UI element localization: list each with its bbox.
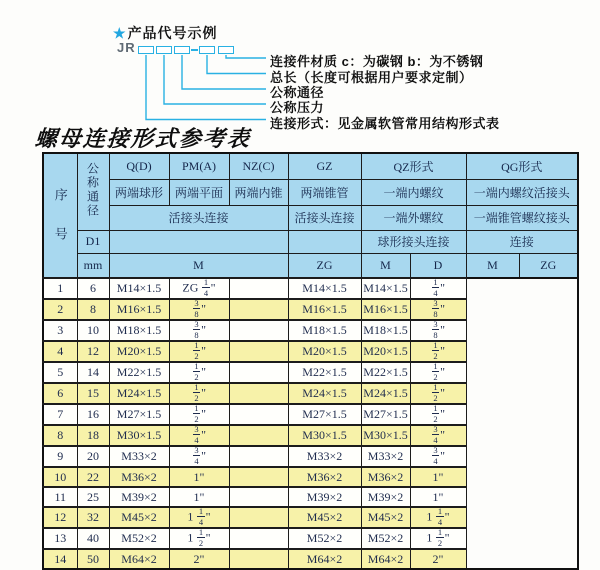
cell-qg_m: M24×1.5 [361, 383, 410, 404]
cell-qg_m: M36×2 [361, 467, 410, 487]
header-zg: ZG [288, 253, 361, 278]
cell-m: M24×1.5 [109, 383, 169, 404]
cell-qz_d: M14×1.5 [288, 278, 361, 299]
cell-qz_m [229, 425, 288, 446]
reference-table [42, 152, 579, 570]
header-gz: GZ [288, 153, 361, 179]
table-row [43, 487, 578, 507]
cell-qz_m [229, 383, 288, 404]
cell-no: 12 [43, 507, 77, 528]
header-seq: 序号 [43, 153, 77, 278]
cell-qg_zg: $\frac{1}{2}$ " [410, 383, 466, 404]
cell-qz_d: M36×2 [288, 467, 361, 487]
cell-m: M18×1.5 [109, 320, 169, 341]
header-ball-connection: 球形接头连接 [361, 230, 466, 253]
header-empty-gz [288, 230, 361, 253]
cell-mm: 22 [77, 467, 109, 487]
cell-qz_m [229, 320, 288, 341]
cell-no: 7 [43, 404, 77, 425]
cell-no: 13 [43, 528, 77, 549]
cell-qz_m [229, 507, 288, 528]
table-row [43, 549, 578, 569]
table-row [43, 507, 578, 528]
cell-qg_zg: $\frac{3}{8}$ " [410, 299, 466, 320]
cell-no: 1 [43, 278, 77, 299]
table-row [43, 425, 578, 446]
cell-no: 4 [43, 341, 77, 362]
cell-mm: 16 [77, 404, 109, 425]
header-qz-desc2: 一端外螺纹 [361, 205, 466, 230]
cell-qz_d: M52×2 [288, 528, 361, 549]
cell-no: 8 [43, 425, 77, 446]
cell-qz_d: M22×1.5 [288, 362, 361, 383]
cell-qz_m [229, 487, 288, 507]
cell-m: M27×1.5 [109, 404, 169, 425]
cell-qz_m [229, 362, 288, 383]
header-gz-desc: 两端锥管 [288, 179, 361, 205]
table-row [43, 362, 578, 383]
cell-qg_zg: 1 $\frac{1}{4}$ " [410, 507, 466, 528]
header-qg-desc2: 一端锥管螺纹接头 [466, 205, 578, 230]
header-qg-connection: 连接 [466, 230, 578, 253]
cell-qg_m: M22×1.5 [361, 362, 410, 383]
cell-qg_m: M64×2 [361, 549, 410, 569]
cell-qz_d: M20×1.5 [288, 341, 361, 362]
table-row [43, 278, 578, 299]
label-connection-form: 连接形式：见金属软管常用结构形式表 [270, 116, 500, 131]
cell-qz_d: M24×1.5 [288, 383, 361, 404]
table-row [43, 383, 578, 404]
label-nominal-pressure: 公称压力 [270, 100, 325, 115]
cell-no: 14 [43, 549, 77, 569]
cell-qg_zg: $\frac{1}{2}$ " [410, 362, 466, 383]
cell-no: 3 [43, 320, 77, 341]
cell-qg_zg: 1" [410, 467, 466, 487]
cell-qg_m: M39×2 [361, 487, 410, 507]
cell-no: 5 [43, 362, 77, 383]
cell-zg: 1 $\frac{1}{2}$ " [169, 528, 229, 549]
cell-qg_m: M27×1.5 [361, 404, 410, 425]
cell-mm: 18 [77, 425, 109, 446]
header-pm-desc: 两端平面 [169, 179, 229, 205]
table-row [43, 467, 578, 487]
cell-qz_d: M27×1.5 [288, 404, 361, 425]
cell-qg_zg: $\frac{3}{8}$ " [410, 320, 466, 341]
star-icon: ★ [113, 25, 127, 41]
cell-qz_m [229, 278, 288, 299]
cell-zg: 1" [169, 467, 229, 487]
code-prefix: JR [117, 40, 136, 55]
cell-zg: 1 $\frac{1}{4}$ " [169, 507, 229, 528]
cell-qz_m [229, 404, 288, 425]
cell-qg_m: M16×1.5 [361, 299, 410, 320]
header-qz: QZ形式 [361, 153, 466, 179]
table-row [43, 320, 578, 341]
table-row [43, 341, 578, 362]
header-qg: QG形式 [466, 153, 578, 179]
cell-zg: 2" [169, 549, 229, 569]
cell-zg: $\frac{3}{8}$ " [169, 320, 229, 341]
cell-m: M64×2 [109, 549, 169, 569]
cell-qg_m: M18×1.5 [361, 320, 410, 341]
cell-mm: 50 [77, 549, 109, 569]
cell-zg: $\frac{1}{2}$ " [169, 383, 229, 404]
cell-zg: ZG $\frac{1}{4}$ " [169, 278, 229, 299]
cell-qz_m [229, 549, 288, 569]
cell-zg: $\frac{1}{2}$ " [169, 404, 229, 425]
cell-qz_d: M33×2 [288, 446, 361, 467]
cell-qg_m: M52×2 [361, 528, 410, 549]
cell-mm: 20 [77, 446, 109, 467]
cell-m: M33×2 [109, 446, 169, 467]
header-qg-m: M [466, 253, 519, 278]
cell-zg: $\frac{3}{8}$ " [169, 299, 229, 320]
table-row [43, 404, 578, 425]
header-nz-desc: 两端内锥 [229, 179, 288, 205]
header-qz-d: D [410, 253, 466, 278]
cell-mm: 10 [77, 320, 109, 341]
header-q-desc: 两端球形 [109, 179, 169, 205]
cell-m: M20×1.5 [109, 341, 169, 362]
cell-no: 2 [43, 299, 77, 320]
cell-qz_m [229, 467, 288, 487]
header-qz-desc: 一端内螺纹 [361, 179, 466, 205]
cell-qg_m: M30×1.5 [361, 425, 410, 446]
cell-qz_m [229, 299, 288, 320]
cell-m: M52×2 [109, 528, 169, 549]
cell-zg: $\frac{3}{4}$ " [169, 446, 229, 467]
cell-mm: 15 [77, 383, 109, 404]
header-gz-connection: 活接头连接 [288, 205, 361, 230]
cell-zg: 1" [169, 487, 229, 507]
cell-qz_d: M18×1.5 [288, 320, 361, 341]
cell-qg_zg: 1 $\frac{1}{2}$ " [410, 528, 466, 549]
cell-qz_d: M30×1.5 [288, 425, 361, 446]
cell-no: 10 [43, 467, 77, 487]
cell-qg_m: M33×2 [361, 446, 410, 467]
cell-m: M14×1.5 [109, 278, 169, 299]
cell-qz_d: M64×2 [288, 549, 361, 569]
table-header [43, 153, 578, 278]
page-title: 螺母连接形式参考表 [33, 126, 252, 152]
cell-qg_zg: 2" [410, 549, 466, 569]
header-m: M [109, 253, 288, 278]
cell-qg_zg: $\frac{3}{4}$ " [410, 425, 466, 446]
header-empty-m [109, 230, 288, 253]
header-nz: NZ(C) [229, 153, 288, 179]
cell-m: M30×1.5 [109, 425, 169, 446]
table-body [43, 278, 578, 569]
cell-qg_zg: $\frac{3}{4}$ " [410, 446, 466, 467]
cell-qz_d: M16×1.5 [288, 299, 361, 320]
cell-qg_zg: $\frac{1}{2}$ " [410, 404, 466, 425]
cell-qg_zg: $\frac{1}{4}$ " [410, 278, 466, 299]
cell-mm: 40 [77, 528, 109, 549]
label-material: 连接件材质 c：为碳钢 b：为不锈钢 [270, 54, 484, 69]
cell-zg: $\frac{1}{2}$ " [169, 362, 229, 383]
cell-qz_m [229, 341, 288, 362]
label-total-length: 总长（长度可根据用户要求定制） [270, 70, 473, 85]
cell-mm: 8 [77, 299, 109, 320]
cell-qg_m: M20×1.5 [361, 341, 410, 362]
cell-no: 11 [43, 487, 77, 507]
cell-qz_d: M39×2 [288, 487, 361, 507]
cell-no: 9 [43, 446, 77, 467]
header-qg-zg: ZG [519, 253, 578, 278]
cell-zg: $\frac{1}{2}$ " [169, 341, 229, 362]
header-q: Q(D) [109, 153, 169, 179]
cell-m: M16×1.5 [109, 299, 169, 320]
cell-mm: 25 [77, 487, 109, 507]
cell-m: M45×2 [109, 507, 169, 528]
cell-qg_m: M14×1.5 [361, 278, 410, 299]
cell-m: M39×2 [109, 487, 169, 507]
cell-zg: $\frac{3}{4}$ " [169, 425, 229, 446]
cell-qz_m [229, 446, 288, 467]
header-qz-m: M [361, 253, 410, 278]
header-mm: mm [77, 253, 109, 278]
cell-mm: 6 [77, 278, 109, 299]
cell-mm: 12 [77, 341, 109, 362]
table-row [43, 299, 578, 320]
diagram-heading-text: 产品代号示例 [127, 25, 218, 41]
cell-m: M22×1.5 [109, 362, 169, 383]
header-pm: PM(A) [169, 153, 229, 179]
cell-qg_zg: $\frac{1}{2}$ " [410, 341, 466, 362]
cell-no: 6 [43, 383, 77, 404]
cell-qz_d: M45×2 [288, 507, 361, 528]
cell-qg_m: M45×2 [361, 507, 410, 528]
cell-qz_m [229, 528, 288, 549]
cell-qg_zg: 1" [410, 487, 466, 507]
label-nominal-diameter: 公称通径 [270, 85, 325, 100]
table-row [43, 446, 578, 467]
header-qg-desc: 一端内螺纹活接头 [466, 179, 578, 205]
cell-mm: 14 [77, 362, 109, 383]
table-row [43, 528, 578, 549]
header-nominal-diameter: 公称通径 [77, 153, 109, 230]
header-d1: D1 [77, 230, 109, 253]
header-union-connection: 活接头连接 [109, 205, 288, 230]
cell-mm: 32 [77, 507, 109, 528]
cell-m: M36×2 [109, 467, 169, 487]
